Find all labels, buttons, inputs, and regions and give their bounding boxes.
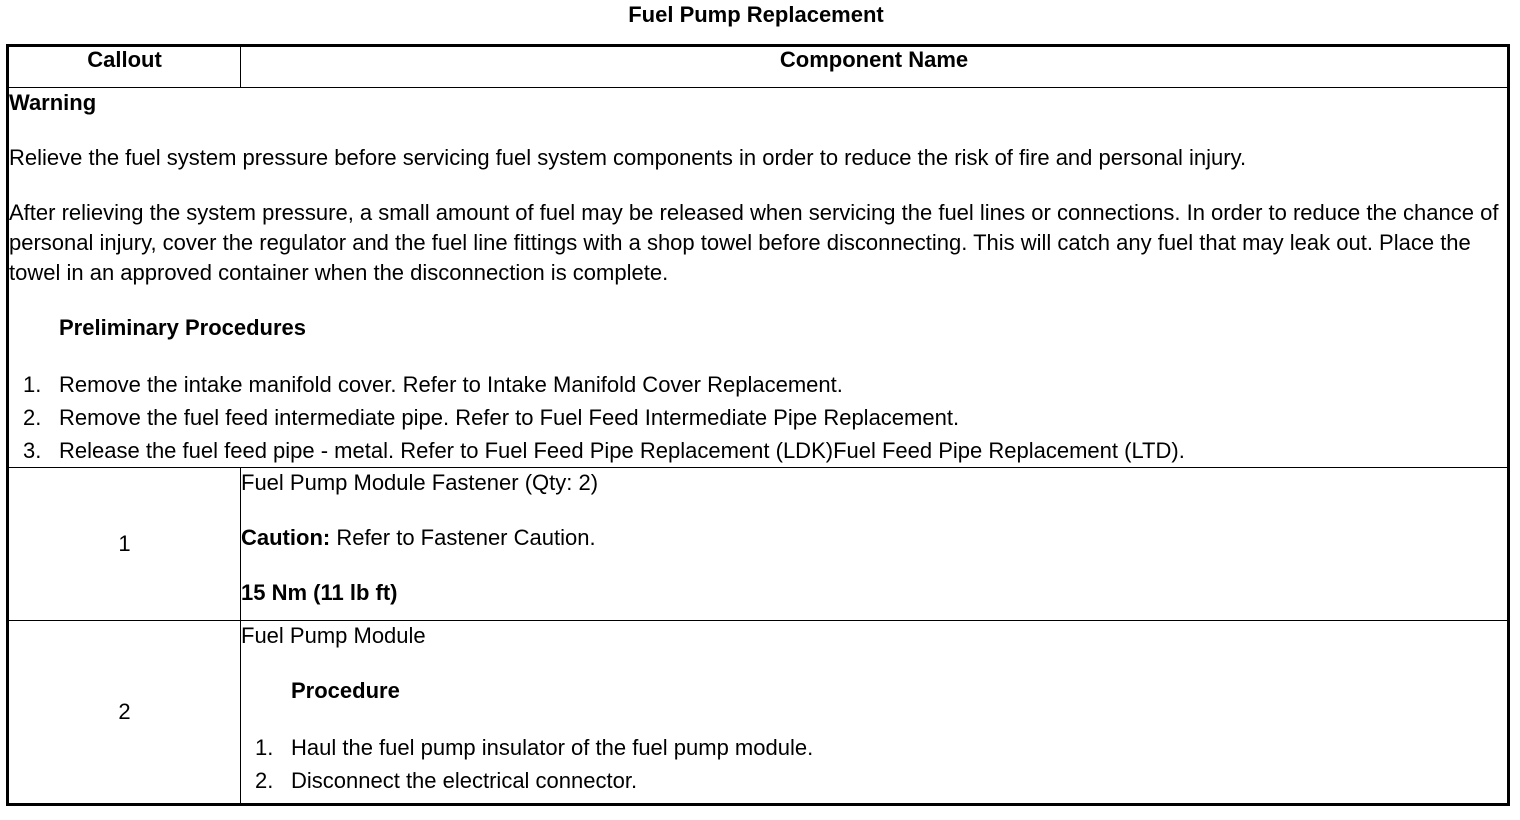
procedure-steps-list [241,731,1507,797]
step-number: 2. [23,405,42,430]
list-item [241,731,1507,764]
warning-paragraph: Relieve the fuel system pressure before servicing fuel system components in order to reduce the risk of fire and personal injury. [9,145,1247,170]
component-cell [241,468,1509,621]
list-item [9,401,1507,434]
table-header-row [8,46,1509,88]
component-table [6,44,1510,806]
preliminary-procedures-heading: Preliminary Procedures [59,315,307,340]
step-text: Haul the fuel pump insulator of the fuel pump module. [291,735,814,760]
step-number: 1. [255,735,274,760]
component-cell [241,621,1509,805]
list-item [9,368,1507,401]
list-item [9,434,1507,467]
step-text: Remove the intake manifold cover. Refer to Intake Manifold Cover Replacement. [59,372,843,397]
warning-title: Warning [9,90,97,115]
step-number: 2. [255,768,274,793]
table-row [8,621,1509,805]
step-text: Remove the fuel feed intermediate pipe. Refer to Fuel Feed Intermediate Pipe Replacement. [59,405,960,430]
caution-label: Caution: [241,525,331,550]
column-header-callout: Callout [8,46,241,88]
procedure-heading: Procedure [291,678,400,703]
step-text: Release the fuel feed pipe - metal. Refer to Fuel Feed Pipe Replacement (LDK)Fuel Feed Pipe Replacement (LTD). [59,438,1185,463]
warning-cell [8,88,1509,468]
step-number: 1. [23,372,42,397]
table-row [8,468,1509,621]
list-item [241,764,1507,797]
component-name: Fuel Pump Module [241,623,426,648]
step-text: Disconnect the electrical connector. [291,768,638,793]
caution-text: Refer to Fastener Caution. [330,525,596,550]
step-number: 3. [23,438,42,463]
warning-row [8,88,1509,468]
warning-paragraph: After relieving the system pressure, a small amount of fuel may be released when servicing the fuel lines or connections. In order to reduce the chance of personal injury, cover the regulator and the fuel line fittings with a shop towel before disconnecting. This will catch any fuel that may leak out. Place the towel in an approved container when the disconnection is complete. [9,200,1499,285]
component-name: Fuel Pump Module Fastener (Qty: 2) [241,470,599,495]
caution-line [241,523,1507,553]
callout-number: 1 [8,468,241,621]
preliminary-steps-list [9,368,1507,467]
column-header-component-name: Component Name [241,46,1509,88]
callout-number: 2 [8,621,241,805]
torque-spec: 15 Nm (11 lb ft) [241,580,398,605]
page-title: Fuel Pump Replacement [628,2,884,27]
